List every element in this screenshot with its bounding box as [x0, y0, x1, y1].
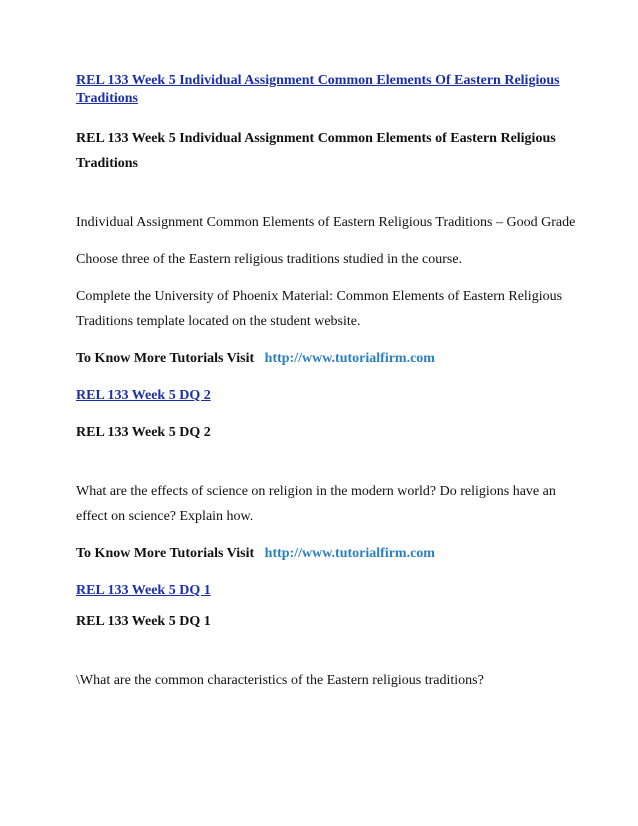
section-link-title[interactable]: REL 133 Week 5 Individual Assignment Common Elements Of Eastern Religious Traditions: [76, 73, 560, 106]
document-page: [76, 72, 576, 693]
section-heading: REL 133 Week 5 DQ 1: [76, 614, 211, 629]
paragraph: Complete the University of Phoenix Material: Common Elements of Eastern Religious Traditions template located on the student website.: [76, 289, 563, 329]
more-tutorials-label: To Know More Tutorials Visit: [76, 351, 255, 366]
paragraph: Choose three of the Eastern religious traditions studied in the course.: [76, 252, 463, 267]
section-heading: REL 133 Week 5 DQ 2: [76, 425, 211, 440]
more-tutorials-label: To Know More Tutorials Visit: [76, 546, 255, 561]
paragraph: Individual Assignment Common Elements of Eastern Religious Traditions – Good Grade: [76, 215, 576, 230]
section-link-title[interactable]: REL 133 Week 5 DQ 1: [76, 583, 211, 598]
section-heading: REL 133 Week 5 Individual Assignment Common Elements of Eastern Religious Traditions: [76, 131, 556, 171]
tutorial-url-link[interactable]: http://www.tutorialfirm.com: [264, 546, 435, 561]
more-tutorials-line: [76, 346, 576, 371]
more-tutorials-line: [76, 541, 576, 566]
paragraph: \What are the common characteristics of the Eastern religious traditions?: [76, 673, 484, 688]
paragraph: What are the effects of science on religion in the modern world? Do religions have an effect on science? Explain how.: [76, 484, 556, 524]
section-link-title[interactable]: REL 133 Week 5 DQ 2: [76, 388, 211, 403]
tutorial-url-link[interactable]: http://www.tutorialfirm.com: [264, 351, 435, 366]
